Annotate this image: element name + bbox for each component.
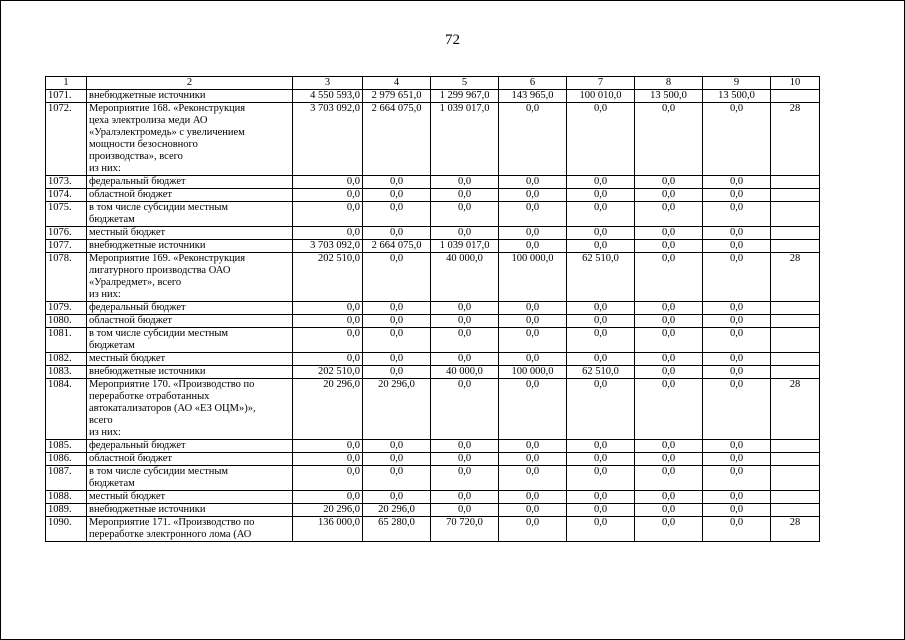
row-number: 1071. [46, 90, 87, 103]
description-line: лигатурного производства ОАО [89, 265, 231, 276]
description-line: всего [89, 415, 113, 426]
row-description [87, 440, 293, 453]
amount-cell: 100 000,0 [499, 253, 567, 302]
amount-cell: 0,0 [499, 328, 567, 353]
amount-cell: 0,0 [567, 440, 635, 453]
row-note-cell: 28 [771, 253, 820, 302]
amount-cell: 0,0 [363, 302, 431, 315]
amount-cell: 136 000,0 [293, 517, 363, 542]
amount-cell: 0,0 [499, 202, 567, 227]
amount-cell: 0,0 [499, 315, 567, 328]
table-row [46, 227, 820, 240]
description-line: в том числе субсидии местным [89, 202, 229, 213]
table-row [46, 302, 820, 315]
description-line: внебюджетные источники [89, 90, 206, 101]
row-number: 1072. [46, 103, 87, 176]
amount-cell: 0,0 [567, 176, 635, 189]
table-row [46, 90, 820, 103]
amount-cell: 0,0 [499, 176, 567, 189]
amount-cell: 0,0 [293, 189, 363, 202]
amount-cell: 0,0 [703, 328, 771, 353]
amount-cell: 0,0 [431, 379, 499, 440]
table-row [46, 379, 820, 440]
amount-cell: 0,0 [293, 440, 363, 453]
amount-cell: 0,0 [431, 189, 499, 202]
amount-cell: 0,0 [431, 202, 499, 227]
description-line: переработке электронного лома (АО [89, 529, 252, 540]
row-description [87, 366, 293, 379]
amount-cell: 0,0 [567, 466, 635, 491]
row-number: 1077. [46, 240, 87, 253]
row-note-cell [771, 366, 820, 379]
amount-cell: 70 720,0 [431, 517, 499, 542]
amount-cell: 0,0 [293, 227, 363, 240]
amount-cell: 0,0 [293, 328, 363, 353]
table-row [46, 103, 820, 176]
table-row [46, 453, 820, 466]
amount-cell: 0,0 [363, 366, 431, 379]
row-number: 1074. [46, 189, 87, 202]
row-number: 1088. [46, 491, 87, 504]
table-row [46, 491, 820, 504]
table-row [46, 353, 820, 366]
financing-table [45, 76, 820, 542]
amount-cell: 0,0 [363, 440, 431, 453]
row-note-cell [771, 227, 820, 240]
amount-cell: 0,0 [431, 491, 499, 504]
row-note-cell [771, 328, 820, 353]
amount-cell: 0,0 [363, 466, 431, 491]
row-number: 1075. [46, 202, 87, 227]
description-line: федеральный бюджет [89, 440, 186, 451]
amount-cell: 40 000,0 [431, 253, 499, 302]
amount-cell: 0,0 [635, 517, 703, 542]
amount-cell: 20 296,0 [363, 379, 431, 440]
amount-cell: 0,0 [635, 227, 703, 240]
amount-cell: 100 010,0 [567, 90, 635, 103]
page-number: 72 [445, 32, 460, 48]
amount-cell: 0,0 [363, 315, 431, 328]
description-line: Мероприятие 169. «Реконструкция [89, 253, 246, 264]
amount-cell: 1 039 017,0 [431, 240, 499, 253]
amount-cell: 0,0 [363, 353, 431, 366]
row-description [87, 90, 293, 103]
amount-cell: 0,0 [703, 491, 771, 504]
row-note-cell [771, 466, 820, 491]
amount-cell: 0,0 [363, 202, 431, 227]
amount-cell: 0,0 [293, 466, 363, 491]
amount-cell: 13 500,0 [703, 90, 771, 103]
amount-cell: 0,0 [363, 176, 431, 189]
amount-cell: 0,0 [567, 302, 635, 315]
description-line: бюджетам [89, 340, 135, 351]
amount-cell: 0,0 [431, 176, 499, 189]
amount-cell: 0,0 [567, 315, 635, 328]
amount-cell: 20 296,0 [293, 379, 363, 440]
row-number: 1086. [46, 453, 87, 466]
amount-cell: 0,0 [431, 466, 499, 491]
amount-cell: 0,0 [635, 103, 703, 176]
row-number: 1076. [46, 227, 87, 240]
row-number: 1080. [46, 315, 87, 328]
amount-cell: 0,0 [499, 189, 567, 202]
header-cell: 9 [703, 77, 771, 90]
amount-cell: 0,0 [293, 453, 363, 466]
row-description [87, 189, 293, 202]
amount-cell: 0,0 [703, 189, 771, 202]
amount-cell: 0,0 [635, 466, 703, 491]
amount-cell: 0,0 [703, 103, 771, 176]
description-line: «Уралредмет», всего [89, 277, 182, 288]
amount-cell: 3 703 092,0 [293, 240, 363, 253]
table-row [46, 440, 820, 453]
amount-cell: 1 039 017,0 [431, 103, 499, 176]
amount-cell: 0,0 [635, 504, 703, 517]
row-note-cell [771, 90, 820, 103]
row-number: 1081. [46, 328, 87, 353]
amount-cell: 0,0 [703, 353, 771, 366]
description-line: местный бюджет [89, 491, 166, 502]
amount-cell: 0,0 [293, 176, 363, 189]
row-note-cell [771, 176, 820, 189]
amount-cell: 0,0 [567, 517, 635, 542]
amount-cell: 0,0 [499, 504, 567, 517]
description-line: Мероприятие 168. «Реконструкция [89, 103, 246, 114]
description-line: из них: [89, 289, 121, 300]
amount-cell: 0,0 [703, 466, 771, 491]
amount-cell: 0,0 [703, 227, 771, 240]
amount-cell: 0,0 [499, 379, 567, 440]
amount-cell: 0,0 [635, 379, 703, 440]
amount-cell: 13 500,0 [635, 90, 703, 103]
amount-cell: 0,0 [293, 315, 363, 328]
row-note-cell [771, 353, 820, 366]
row-description [87, 103, 293, 176]
amount-cell: 0,0 [703, 253, 771, 302]
row-note-cell [771, 453, 820, 466]
amount-cell: 20 296,0 [293, 504, 363, 517]
amount-cell: 0,0 [703, 379, 771, 440]
table-row [46, 466, 820, 491]
row-note-cell [771, 491, 820, 504]
amount-cell: 0,0 [499, 517, 567, 542]
description-line: автокатализаторов (АО «ЕЗ ОЦМ»)», [89, 403, 256, 414]
description-line: бюджетам [89, 214, 135, 225]
row-description [87, 504, 293, 517]
description-line: федеральный бюджет [89, 176, 186, 187]
row-description [87, 379, 293, 440]
row-note-cell: 28 [771, 379, 820, 440]
amount-cell: 2 664 075,0 [363, 103, 431, 176]
amount-cell: 0,0 [363, 227, 431, 240]
description-line: мощности безосновного [89, 139, 198, 150]
amount-cell: 0,0 [499, 466, 567, 491]
row-description [87, 240, 293, 253]
amount-cell: 0,0 [567, 227, 635, 240]
row-note-cell [771, 315, 820, 328]
amount-cell: 0,0 [499, 240, 567, 253]
description-line: в том числе субсидии местным [89, 466, 229, 477]
amount-cell: 0,0 [703, 504, 771, 517]
amount-cell: 0,0 [567, 103, 635, 176]
table-row [46, 240, 820, 253]
row-note-cell: 28 [771, 517, 820, 542]
description-line: из них: [89, 427, 121, 438]
row-number: 1089. [46, 504, 87, 517]
amount-cell: 0,0 [635, 176, 703, 189]
amount-cell: 0,0 [635, 366, 703, 379]
amount-cell: 0,0 [363, 453, 431, 466]
row-number: 1084. [46, 379, 87, 440]
table-row [46, 253, 820, 302]
amount-cell: 4 550 593,0 [293, 90, 363, 103]
row-description [87, 453, 293, 466]
amount-cell: 0,0 [703, 315, 771, 328]
amount-cell: 0,0 [635, 240, 703, 253]
row-description [87, 176, 293, 189]
description-line: Мероприятие 170. «Производство по [89, 379, 255, 390]
description-line: из них: [89, 163, 121, 174]
row-note-cell [771, 202, 820, 227]
amount-cell: 2 979 651,0 [363, 90, 431, 103]
amount-cell: 0,0 [567, 202, 635, 227]
header-cell: 5 [431, 77, 499, 90]
amount-cell: 0,0 [431, 353, 499, 366]
description-line: в том числе субсидии местным [89, 328, 229, 339]
row-number: 1087. [46, 466, 87, 491]
amount-cell: 1 299 967,0 [431, 90, 499, 103]
row-number: 1078. [46, 253, 87, 302]
amount-cell: 0,0 [363, 189, 431, 202]
description-line: производства», всего [89, 151, 183, 162]
description-line: «Уралэлектромедь» с увеличением [89, 127, 245, 138]
row-description [87, 328, 293, 353]
row-number: 1082. [46, 353, 87, 366]
header-cell: 1 [46, 77, 87, 90]
row-description [87, 466, 293, 491]
amount-cell: 0,0 [567, 453, 635, 466]
table-row [46, 366, 820, 379]
amount-cell: 0,0 [431, 504, 499, 517]
description-line: переработке отработанных [89, 391, 210, 402]
description-line: федеральный бюджет [89, 302, 186, 313]
header-cell: 7 [567, 77, 635, 90]
amount-cell: 0,0 [703, 453, 771, 466]
amount-cell: 62 510,0 [567, 366, 635, 379]
header-cell: 4 [363, 77, 431, 90]
row-note-cell [771, 504, 820, 517]
amount-cell: 0,0 [703, 176, 771, 189]
amount-cell: 0,0 [363, 328, 431, 353]
amount-cell: 62 510,0 [567, 253, 635, 302]
amount-cell: 0,0 [431, 227, 499, 240]
amount-cell: 0,0 [567, 328, 635, 353]
row-number: 1073. [46, 176, 87, 189]
description-line: областной бюджет [89, 453, 172, 464]
description-line: областной бюджет [89, 315, 172, 326]
amount-cell: 0,0 [703, 440, 771, 453]
amount-cell: 0,0 [567, 189, 635, 202]
amount-cell: 40 000,0 [431, 366, 499, 379]
amount-cell: 0,0 [567, 379, 635, 440]
amount-cell: 0,0 [431, 453, 499, 466]
header-cell: 2 [87, 77, 293, 90]
amount-cell: 3 703 092,0 [293, 103, 363, 176]
amount-cell: 0,0 [703, 366, 771, 379]
row-number: 1085. [46, 440, 87, 453]
amount-cell: 2 664 075,0 [363, 240, 431, 253]
description-line: внебюджетные источники [89, 366, 206, 377]
amount-cell: 0,0 [635, 353, 703, 366]
amount-cell: 0,0 [635, 202, 703, 227]
header-cell: 10 [771, 77, 820, 90]
row-note-cell [771, 440, 820, 453]
amount-cell: 0,0 [293, 202, 363, 227]
header-cell: 3 [293, 77, 363, 90]
row-number: 1083. [46, 366, 87, 379]
amount-cell: 202 510,0 [293, 366, 363, 379]
amount-cell: 0,0 [431, 328, 499, 353]
amount-cell: 100 000,0 [499, 366, 567, 379]
row-description [87, 253, 293, 302]
amount-cell: 20 296,0 [363, 504, 431, 517]
row-description [87, 491, 293, 504]
amount-cell: 202 510,0 [293, 253, 363, 302]
amount-cell: 0,0 [567, 491, 635, 504]
description-line: внебюджетные источники [89, 504, 206, 515]
table-row [46, 517, 820, 542]
amount-cell: 0,0 [635, 440, 703, 453]
row-description [87, 353, 293, 366]
table-row [46, 328, 820, 353]
amount-cell: 0,0 [703, 240, 771, 253]
amount-cell: 0,0 [293, 302, 363, 315]
amount-cell: 0,0 [499, 491, 567, 504]
row-description [87, 202, 293, 227]
amount-cell: 0,0 [635, 189, 703, 202]
amount-cell: 0,0 [635, 253, 703, 302]
row-number: 1090. [46, 517, 87, 542]
row-note-cell: 28 [771, 103, 820, 176]
description-line: Мероприятие 171. «Производство по [89, 517, 255, 528]
amount-cell: 0,0 [431, 302, 499, 315]
table-row [46, 176, 820, 189]
amount-cell: 0,0 [293, 353, 363, 366]
amount-cell: 0,0 [499, 353, 567, 366]
amount-cell: 0,0 [567, 353, 635, 366]
description-line: местный бюджет [89, 227, 166, 238]
amount-cell: 0,0 [635, 491, 703, 504]
header-row [46, 77, 820, 90]
table-body [46, 90, 820, 542]
amount-cell: 0,0 [499, 440, 567, 453]
description-line: цеха электролиза меди АО [89, 115, 208, 126]
row-description [87, 517, 293, 542]
header-cell: 6 [499, 77, 567, 90]
row-note-cell [771, 189, 820, 202]
row-description [87, 227, 293, 240]
row-note-cell [771, 240, 820, 253]
table-row [46, 202, 820, 227]
amount-cell: 0,0 [703, 202, 771, 227]
row-number: 1079. [46, 302, 87, 315]
description-line: бюджетам [89, 478, 135, 489]
amount-cell: 0,0 [567, 504, 635, 517]
amount-cell: 0,0 [567, 240, 635, 253]
description-line: внебюджетные источники [89, 240, 206, 251]
amount-cell: 0,0 [293, 491, 363, 504]
amount-cell: 0,0 [635, 302, 703, 315]
amount-cell: 0,0 [431, 315, 499, 328]
row-description [87, 315, 293, 328]
table-row [46, 189, 820, 202]
row-note-cell [771, 302, 820, 315]
table-row [46, 315, 820, 328]
amount-cell: 0,0 [635, 315, 703, 328]
amount-cell: 0,0 [499, 302, 567, 315]
amount-cell: 0,0 [499, 453, 567, 466]
description-line: местный бюджет [89, 353, 166, 364]
amount-cell: 65 280,0 [363, 517, 431, 542]
table-row [46, 504, 820, 517]
amount-cell: 0,0 [363, 491, 431, 504]
amount-cell: 0,0 [635, 328, 703, 353]
description-line: областной бюджет [89, 189, 172, 200]
row-description [87, 302, 293, 315]
header-cell: 8 [635, 77, 703, 90]
amount-cell: 0,0 [499, 103, 567, 176]
amount-cell: 143 965,0 [499, 90, 567, 103]
amount-cell: 0,0 [499, 227, 567, 240]
amount-cell: 0,0 [635, 453, 703, 466]
amount-cell: 0,0 [703, 517, 771, 542]
amount-cell: 0,0 [363, 253, 431, 302]
amount-cell: 0,0 [703, 302, 771, 315]
amount-cell: 0,0 [431, 440, 499, 453]
